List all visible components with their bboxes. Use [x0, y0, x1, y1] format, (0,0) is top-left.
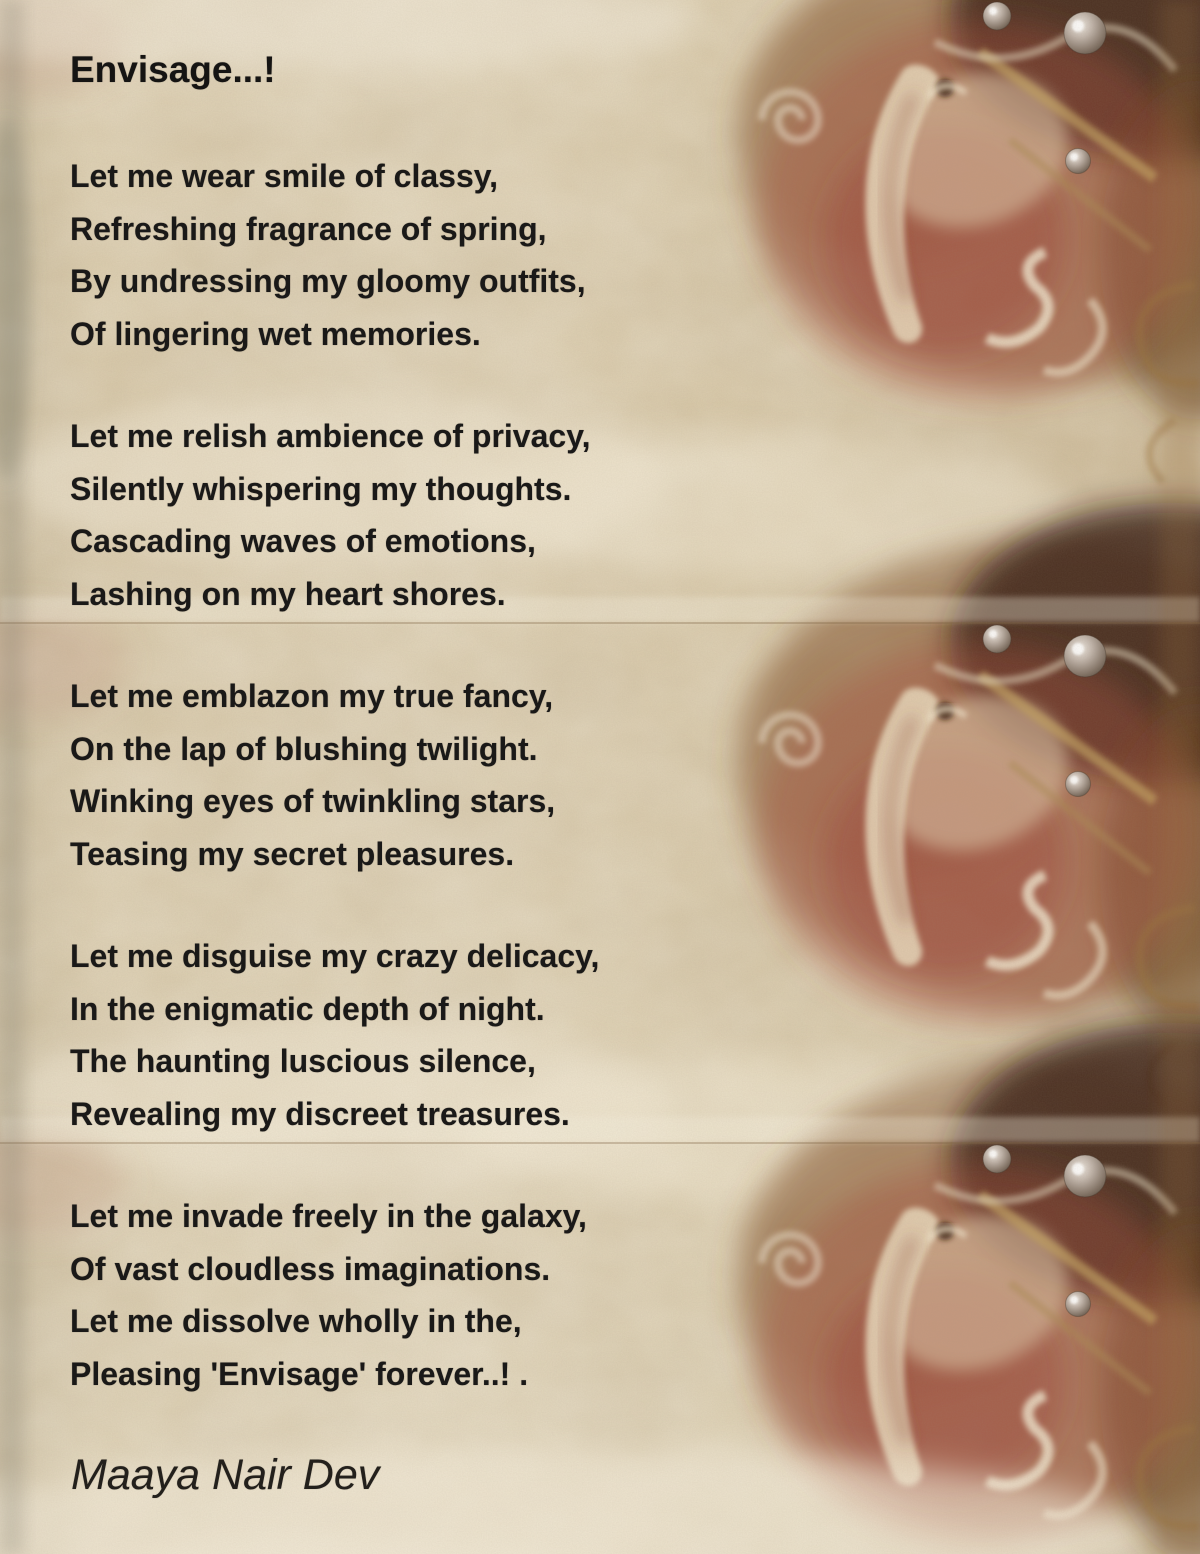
poem-line: In the enigmatic depth of night. [70, 990, 545, 1027]
poem-stanza [70, 150, 599, 360]
poem-line: Let me disguise my crazy delicacy, [70, 938, 600, 974]
poem-line: Of lingering wet memories. [70, 315, 481, 352]
poem-line: Silently whispering my thoughts. [70, 470, 572, 507]
poem-line: Cascading waves of emotions, [70, 523, 536, 559]
author-signature: Maaya Nair Dev [71, 1451, 380, 1499]
poem-line: Pleasing 'Envisage' forever..! . [70, 1355, 529, 1392]
poem-stanza [70, 670, 599, 880]
poem-line: Let me wear smile of classy, [70, 158, 499, 194]
poem-line: The haunting luscious silence, [70, 1043, 536, 1079]
poem-stanza [70, 1190, 599, 1400]
poem-line: Of vast cloudless imaginations. [70, 1250, 551, 1287]
poem-line: Let me dissolve wholly in the, [70, 1303, 522, 1339]
poem-line: By undressing my gloomy outfits, [70, 263, 586, 299]
poem-stanza [70, 930, 599, 1140]
poem-line: Let me invade freely in the galaxy, [70, 1198, 587, 1234]
poem-body [70, 150, 599, 1450]
poem-line: Revealing my discreet treasures. [70, 1095, 570, 1132]
poem-line: Refreshing fragrance of spring, [70, 210, 547, 247]
poem-line: On the lap of blushing twilight. [70, 730, 538, 767]
poem-stanza [70, 410, 599, 620]
poem-line: Let me emblazon my true fancy, [70, 678, 554, 714]
poem-line: Winking eyes of twinkling stars, [70, 783, 556, 819]
poem-title: Envisage...! [70, 49, 276, 90]
poem-line: Let me relish ambience of privacy, [70, 418, 591, 454]
poem-line: Teasing my secret pleasures. [70, 835, 515, 872]
poem-line: Lashing on my heart shores. [70, 575, 506, 612]
